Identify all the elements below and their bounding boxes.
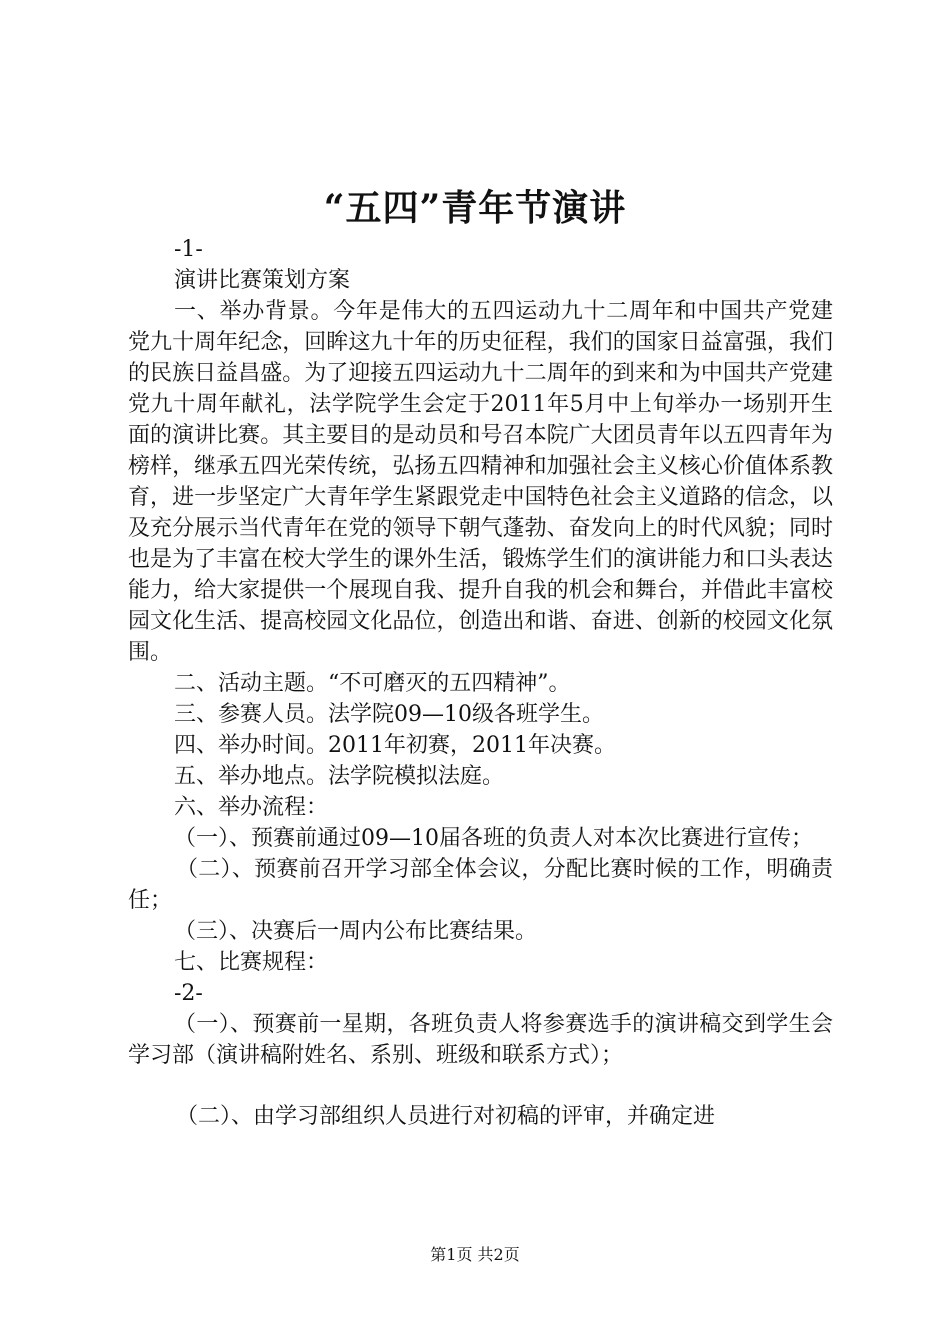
paragraph: -1- [174,237,203,262]
paragraph: 七、比赛规程： [174,950,329,975]
document-body [128,234,833,1132]
paragraph: 五、举办地点。法学院模拟法庭。 [174,764,505,789]
page-footer: 第1页 共2页 [430,1245,520,1264]
paragraph: （二）、预赛前召开学习部全体会议，分配比赛时候的工作，明确责任； [128,857,833,913]
paragraph: （三）、决赛后一周内公布比赛结果。 [174,919,538,944]
paragraph: 二、活动主题。“不可磨灭的五四精神”。 [174,671,571,696]
paragraph: （一）、预赛前一星期，各班负责人将参赛选手的演讲稿交到学生会学习部（演讲稿附姓名、系别、班级和联系方式）； [128,1012,833,1068]
paragraph: 演讲比赛策划方案 [174,268,351,293]
paragraph: 三、参赛人员。法学院09—10级各班学生。 [174,702,604,727]
paragraph: （一）、预赛前通过09—10届各班的负责人对本次比赛进行宣传； [174,826,813,851]
paragraph: （二）、由学习部组织人员进行对初稿的评审，并确定进 [176,1104,716,1129]
paragraph: 一、举办背景。今年是伟大的五四运动九十二周年和中国共产党建党九十周年纪念，回眸这九十年的历史征程，我们的国家日益富强，我们的民族日益昌盛。为了迎接五四运动九十二周年的到来和为中国共产党建党九十周年献礼，法学院学生会定于2011年5月中上旬举办一场别开生面的演讲比赛。其主要目的是动员和号召本院广大团员青年以五四青年为榜样，继承五四光荣传统，弘扬五四精神和加强社会主义核心价值体系教育，进一步坚定广大青年学生紧跟党走中国特色社会主义道路的信念，以及充分展示当代青年在党的领导下朝气蓬勃、奋发向上的时代风貌；同时也是为了丰富在校大学生的课外生活，锻炼学生们的演讲能力和口头表达能力，给大家提供一个展现自我、提升自我的机会和舞台，并借此丰富校园文化生活、提高校园文化品位，创造出和谐、奋进、创新的校园文化氛围。 [128,299,833,665]
blank-line [128,1071,833,1101]
paragraph: 四、举办时间。2011年初赛，2011年决赛。 [174,733,616,758]
paragraph: 六、举办流程： [174,795,329,820]
paragraph: -2- [174,981,203,1006]
document-title: “五四”青年节演讲 [323,187,627,229]
